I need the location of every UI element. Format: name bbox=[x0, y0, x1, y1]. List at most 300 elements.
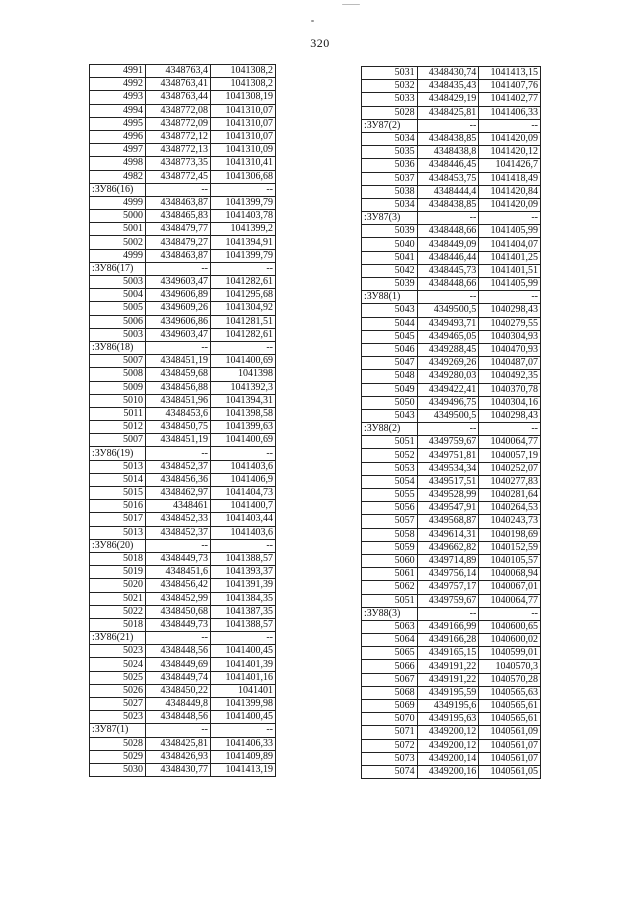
y-coordinate-cell: 1041398,58 bbox=[211, 407, 276, 420]
y-coordinate-cell: 1040064,77 bbox=[479, 436, 541, 449]
point-number-cell: 5001 bbox=[90, 223, 146, 236]
x-coordinate-cell: 4348426,93 bbox=[146, 750, 211, 763]
y-coordinate-cell: 1040600,02 bbox=[479, 634, 541, 647]
y-coordinate-cell: 1041403,78 bbox=[211, 210, 276, 223]
x-coordinate-cell: 4348772,13 bbox=[146, 144, 211, 157]
x-coordinate-cell: 4349496,75 bbox=[417, 396, 479, 409]
y-coordinate-cell: 1041310,07 bbox=[211, 130, 276, 143]
table-row bbox=[362, 264, 541, 277]
y-coordinate-cell: 1040600,65 bbox=[479, 620, 541, 633]
y-coordinate-cell: 1041308,2 bbox=[211, 78, 276, 91]
y-coordinate-cell: 1040264,53 bbox=[479, 502, 541, 515]
x-coordinate-cell: 4348449,73 bbox=[146, 552, 211, 565]
point-number-cell: 5046 bbox=[362, 343, 418, 356]
point-number-cell: 5027 bbox=[90, 698, 146, 711]
point-number-cell: 5000 bbox=[90, 210, 146, 223]
point-number-cell: 5036 bbox=[362, 159, 418, 172]
point-number-cell: 5071 bbox=[362, 726, 418, 739]
y-coordinate-cell: 1041399,98 bbox=[211, 698, 276, 711]
point-number-cell: :ЗУ87(1) bbox=[90, 724, 146, 737]
y-coordinate-cell: 1041398 bbox=[211, 368, 276, 381]
y-coordinate-cell: 1041405,99 bbox=[479, 225, 541, 238]
y-coordinate-cell: 1040565,61 bbox=[479, 700, 541, 713]
point-number-cell: 5060 bbox=[362, 554, 418, 567]
y-coordinate-cell: 1041387,35 bbox=[211, 605, 276, 618]
y-coordinate-cell: 1041308,19 bbox=[211, 91, 276, 104]
table-row bbox=[90, 249, 276, 262]
y-coordinate-cell: 1041306,68 bbox=[211, 170, 276, 183]
y-coordinate-cell: 1041402,77 bbox=[479, 93, 541, 106]
y-coordinate-cell: 1041413,19 bbox=[211, 763, 276, 776]
y-coordinate-cell: 1041409,89 bbox=[211, 750, 276, 763]
point-number-cell: 5007 bbox=[90, 434, 146, 447]
x-coordinate-cell: 4349603,47 bbox=[146, 276, 211, 289]
page-number: 320 bbox=[310, 36, 330, 50]
x-coordinate-cell: 4348451,96 bbox=[146, 394, 211, 407]
coordinates-table-right bbox=[361, 66, 541, 779]
y-coordinate-cell: 1041399,63 bbox=[211, 421, 276, 434]
point-number-cell: 5009 bbox=[90, 381, 146, 394]
y-coordinate-cell: -- bbox=[211, 262, 276, 275]
point-number-cell: 5010 bbox=[90, 394, 146, 407]
x-coordinate-cell: 4349195,59 bbox=[417, 686, 479, 699]
y-coordinate-cell: 1040067,01 bbox=[479, 581, 541, 594]
x-coordinate-cell: 4348452,99 bbox=[146, 592, 211, 605]
point-number-cell: 5003 bbox=[90, 276, 146, 289]
point-number-cell: 5041 bbox=[362, 251, 418, 264]
point-number-cell: 5047 bbox=[362, 357, 418, 370]
point-number-cell: :ЗУ87(3) bbox=[362, 212, 418, 225]
y-coordinate-cell: 1040304,16 bbox=[479, 396, 541, 409]
y-coordinate-cell: -- bbox=[211, 632, 276, 645]
y-coordinate-cell: 1041406,33 bbox=[211, 737, 276, 750]
x-coordinate-cell: 4349500,5 bbox=[417, 409, 479, 422]
y-coordinate-cell: 1040570,28 bbox=[479, 673, 541, 686]
table-row bbox=[362, 594, 541, 607]
y-coordinate-cell: 1040565,63 bbox=[479, 686, 541, 699]
point-number-cell: :ЗУ86(20) bbox=[90, 539, 146, 552]
x-coordinate-cell: 4348449,09 bbox=[417, 238, 479, 251]
table-row bbox=[362, 765, 541, 778]
point-number-cell: 5066 bbox=[362, 660, 418, 673]
y-coordinate-cell: -- bbox=[479, 423, 541, 436]
y-coordinate-cell: 1041308,2 bbox=[211, 65, 276, 78]
point-number-cell: 5028 bbox=[362, 106, 418, 119]
y-coordinate-cell: 1040561,05 bbox=[479, 765, 541, 778]
x-coordinate-cell: 4349165,15 bbox=[417, 647, 479, 660]
table-row bbox=[90, 276, 276, 289]
y-coordinate-cell: 1041401,16 bbox=[211, 671, 276, 684]
x-coordinate-cell: 4349288,45 bbox=[417, 343, 479, 356]
point-number-cell: 5038 bbox=[362, 185, 418, 198]
y-coordinate-cell: 1041282,61 bbox=[211, 276, 276, 289]
x-coordinate-cell: 4348456,88 bbox=[146, 381, 211, 394]
x-coordinate-cell: 4348450,22 bbox=[146, 684, 211, 697]
x-coordinate-cell: -- bbox=[417, 119, 479, 132]
x-coordinate-cell: 4349662,82 bbox=[417, 541, 479, 554]
x-coordinate-cell: -- bbox=[417, 291, 479, 304]
point-number-cell: 5019 bbox=[90, 566, 146, 579]
section-header-row bbox=[90, 341, 276, 354]
x-coordinate-cell: 4348772,08 bbox=[146, 104, 211, 117]
point-number-cell: 5072 bbox=[362, 739, 418, 752]
point-number-cell: 5053 bbox=[362, 462, 418, 475]
point-number-cell: 5068 bbox=[362, 686, 418, 699]
point-number-cell: 4999 bbox=[90, 196, 146, 209]
x-coordinate-cell: -- bbox=[146, 183, 211, 196]
point-number-cell: 5021 bbox=[90, 592, 146, 605]
y-coordinate-cell: 1040105,57 bbox=[479, 554, 541, 567]
y-coordinate-cell: 1041399,79 bbox=[211, 249, 276, 262]
table-row bbox=[362, 739, 541, 752]
x-coordinate-cell: 4348452,37 bbox=[146, 460, 211, 473]
table-row bbox=[90, 381, 276, 394]
x-coordinate-cell: -- bbox=[417, 607, 479, 620]
y-coordinate-cell: 1041394,91 bbox=[211, 236, 276, 249]
point-number-cell: 5023 bbox=[90, 711, 146, 724]
table-row bbox=[362, 159, 541, 172]
point-number-cell: 5017 bbox=[90, 513, 146, 526]
section-header-row bbox=[90, 539, 276, 552]
x-coordinate-cell: 4348763,41 bbox=[146, 78, 211, 91]
y-coordinate-cell: 1040298,43 bbox=[479, 409, 541, 422]
table-row bbox=[90, 328, 276, 341]
table-row bbox=[362, 673, 541, 686]
y-coordinate-cell: -- bbox=[479, 607, 541, 620]
point-number-cell: 5028 bbox=[90, 737, 146, 750]
y-coordinate-cell: 1040298,43 bbox=[479, 304, 541, 317]
table-row bbox=[362, 370, 541, 383]
x-coordinate-cell: 4349528,99 bbox=[417, 489, 479, 502]
table-row bbox=[90, 460, 276, 473]
table-row bbox=[90, 315, 276, 328]
table-row bbox=[90, 302, 276, 315]
y-coordinate-cell: 1040370,78 bbox=[479, 383, 541, 396]
point-number-cell: 4997 bbox=[90, 144, 146, 157]
y-coordinate-cell: 1041404,73 bbox=[211, 487, 276, 500]
table-row bbox=[90, 737, 276, 750]
table-row bbox=[362, 383, 541, 396]
x-coordinate-cell: 4349195,6 bbox=[417, 700, 479, 713]
point-number-cell: :ЗУ87(2) bbox=[362, 119, 418, 132]
table-row bbox=[90, 91, 276, 104]
table-row bbox=[362, 634, 541, 647]
table-row bbox=[362, 343, 541, 356]
point-number-cell: 5025 bbox=[90, 671, 146, 684]
point-number-cell: 5062 bbox=[362, 581, 418, 594]
y-coordinate-cell: 1040599,01 bbox=[479, 647, 541, 660]
point-number-cell: 5067 bbox=[362, 673, 418, 686]
y-coordinate-cell: 1040570,3 bbox=[479, 660, 541, 673]
x-coordinate-cell: 4348452,33 bbox=[146, 513, 211, 526]
point-number-cell: 5065 bbox=[362, 647, 418, 660]
table-row bbox=[90, 473, 276, 486]
table-row bbox=[90, 223, 276, 236]
y-coordinate-cell: 1041310,07 bbox=[211, 104, 276, 117]
point-number-cell: 5056 bbox=[362, 502, 418, 515]
table-row bbox=[90, 368, 276, 381]
y-coordinate-cell: -- bbox=[211, 447, 276, 460]
x-coordinate-cell: 4348449,8 bbox=[146, 698, 211, 711]
x-coordinate-cell: -- bbox=[417, 423, 479, 436]
point-number-cell: :ЗУ88(2) bbox=[362, 423, 418, 436]
table-row bbox=[362, 515, 541, 528]
y-coordinate-cell: 1041407,76 bbox=[479, 80, 541, 93]
table-row bbox=[362, 541, 541, 554]
y-coordinate-cell: 1040561,07 bbox=[479, 752, 541, 765]
point-number-cell: 5011 bbox=[90, 407, 146, 420]
table-row bbox=[90, 658, 276, 671]
table-row bbox=[362, 620, 541, 633]
point-number-cell: 4999 bbox=[90, 249, 146, 262]
x-coordinate-cell: 4349759,67 bbox=[417, 594, 479, 607]
y-coordinate-cell: -- bbox=[479, 212, 541, 225]
y-coordinate-cell: 1041401,25 bbox=[479, 251, 541, 264]
table-row bbox=[362, 396, 541, 409]
x-coordinate-cell: 4348463,87 bbox=[146, 249, 211, 262]
y-coordinate-cell: 1041310,09 bbox=[211, 144, 276, 157]
table-row bbox=[90, 196, 276, 209]
y-coordinate-cell: 1041406,33 bbox=[479, 106, 541, 119]
table-row bbox=[362, 449, 541, 462]
point-number-cell: 5055 bbox=[362, 489, 418, 502]
point-number-cell: 5004 bbox=[90, 289, 146, 302]
y-coordinate-cell: 1041394,31 bbox=[211, 394, 276, 407]
x-coordinate-cell: 4349606,89 bbox=[146, 289, 211, 302]
x-coordinate-cell: 4349757,17 bbox=[417, 581, 479, 594]
table-row bbox=[90, 711, 276, 724]
point-number-cell: 5043 bbox=[362, 304, 418, 317]
point-number-cell: 5039 bbox=[362, 278, 418, 291]
x-coordinate-cell: 4348773,35 bbox=[146, 157, 211, 170]
y-coordinate-cell: 1041400,69 bbox=[211, 434, 276, 447]
x-coordinate-cell: 4348451,19 bbox=[146, 355, 211, 368]
x-coordinate-cell: 4348451,19 bbox=[146, 434, 211, 447]
x-coordinate-cell: 4348448,56 bbox=[146, 711, 211, 724]
y-coordinate-cell: 1041403,44 bbox=[211, 513, 276, 526]
section-header-row bbox=[90, 183, 276, 196]
y-coordinate-cell: 1041420,09 bbox=[479, 198, 541, 211]
y-coordinate-cell: 1041426,7 bbox=[479, 159, 541, 172]
table-row bbox=[90, 750, 276, 763]
y-coordinate-cell: 1041406,9 bbox=[211, 473, 276, 486]
point-number-cell: 5059 bbox=[362, 541, 418, 554]
y-coordinate-cell: 1041295,68 bbox=[211, 289, 276, 302]
point-number-cell: 5057 bbox=[362, 515, 418, 528]
point-number-cell: 4992 bbox=[90, 78, 146, 91]
table-row bbox=[362, 475, 541, 488]
point-number-cell: 5003 bbox=[90, 328, 146, 341]
table-row bbox=[90, 487, 276, 500]
table-row bbox=[362, 528, 541, 541]
table-row bbox=[362, 409, 541, 422]
x-coordinate-cell: 4349166,99 bbox=[417, 620, 479, 633]
y-coordinate-cell: 1041420,84 bbox=[479, 185, 541, 198]
table-row bbox=[362, 172, 541, 185]
y-coordinate-cell: 1041400,7 bbox=[211, 500, 276, 513]
x-coordinate-cell: 4348463,87 bbox=[146, 196, 211, 209]
y-coordinate-cell: 1041400,45 bbox=[211, 711, 276, 724]
y-coordinate-cell: 1041384,35 bbox=[211, 592, 276, 605]
x-coordinate-cell: 4349751,81 bbox=[417, 449, 479, 462]
point-number-cell: 5015 bbox=[90, 487, 146, 500]
x-coordinate-cell: 4348453,75 bbox=[417, 172, 479, 185]
y-coordinate-cell: 1040198,69 bbox=[479, 528, 541, 541]
table-row bbox=[90, 355, 276, 368]
point-number-cell: 5042 bbox=[362, 264, 418, 277]
x-coordinate-cell: 4349714,89 bbox=[417, 554, 479, 567]
table-row bbox=[90, 500, 276, 513]
y-coordinate-cell: 1041403,6 bbox=[211, 526, 276, 539]
x-coordinate-cell: 4348461 bbox=[146, 500, 211, 513]
section-header-row bbox=[362, 212, 541, 225]
point-number-cell: 5040 bbox=[362, 238, 418, 251]
table-row bbox=[362, 238, 541, 251]
point-number-cell: 5051 bbox=[362, 594, 418, 607]
y-coordinate-cell: 1041310,41 bbox=[211, 157, 276, 170]
table-row bbox=[362, 581, 541, 594]
table-row bbox=[90, 130, 276, 143]
x-coordinate-cell: 4349465,05 bbox=[417, 330, 479, 343]
table-row bbox=[90, 434, 276, 447]
table-row bbox=[362, 713, 541, 726]
table-row bbox=[362, 185, 541, 198]
table-row bbox=[362, 106, 541, 119]
point-number-cell: 5018 bbox=[90, 552, 146, 565]
point-number-cell: 5016 bbox=[90, 500, 146, 513]
point-number-cell: 5043 bbox=[362, 409, 418, 422]
y-coordinate-cell: 1041401,39 bbox=[211, 658, 276, 671]
y-coordinate-cell: 1041282,61 bbox=[211, 328, 276, 341]
point-number-cell: :ЗУ88(1) bbox=[362, 291, 418, 304]
point-number-cell: 5064 bbox=[362, 634, 418, 647]
x-coordinate-cell: 4348763,44 bbox=[146, 91, 211, 104]
point-number-cell: 5022 bbox=[90, 605, 146, 618]
x-coordinate-cell: 4348772,09 bbox=[146, 117, 211, 130]
table-row bbox=[362, 436, 541, 449]
table-row bbox=[90, 104, 276, 117]
scan-speck bbox=[311, 20, 314, 22]
y-coordinate-cell: 1041310,07 bbox=[211, 117, 276, 130]
x-coordinate-cell: 4349517,51 bbox=[417, 475, 479, 488]
y-coordinate-cell: 1040068,94 bbox=[479, 568, 541, 581]
point-number-cell: 5012 bbox=[90, 421, 146, 434]
x-coordinate-cell: 4349200,12 bbox=[417, 726, 479, 739]
point-number-cell: :ЗУ86(19) bbox=[90, 447, 146, 460]
table-row bbox=[362, 752, 541, 765]
point-number-cell: 5020 bbox=[90, 579, 146, 592]
point-number-cell: 4991 bbox=[90, 65, 146, 78]
table-row bbox=[90, 592, 276, 605]
point-number-cell: 5007 bbox=[90, 355, 146, 368]
x-coordinate-cell: 4349603,47 bbox=[146, 328, 211, 341]
section-header-row bbox=[362, 423, 541, 436]
y-coordinate-cell: 1040470,93 bbox=[479, 343, 541, 356]
table-row bbox=[90, 566, 276, 579]
point-number-cell: 5002 bbox=[90, 236, 146, 249]
y-coordinate-cell: 1041399,2 bbox=[211, 223, 276, 236]
x-coordinate-cell: -- bbox=[146, 724, 211, 737]
x-coordinate-cell: -- bbox=[146, 539, 211, 552]
point-number-cell: 5034 bbox=[362, 132, 418, 145]
table-row bbox=[90, 117, 276, 130]
table-row bbox=[90, 684, 276, 697]
table-row bbox=[362, 462, 541, 475]
x-coordinate-cell: 4349568,87 bbox=[417, 515, 479, 528]
y-coordinate-cell: 1040281,64 bbox=[479, 489, 541, 502]
x-coordinate-cell: 4348453,6 bbox=[146, 407, 211, 420]
x-coordinate-cell: 4349191,22 bbox=[417, 673, 479, 686]
x-coordinate-cell: 4349191,22 bbox=[417, 660, 479, 673]
point-number-cell: 5050 bbox=[362, 396, 418, 409]
table-row bbox=[90, 579, 276, 592]
x-coordinate-cell: 4348450,75 bbox=[146, 421, 211, 434]
x-coordinate-cell: 4348425,81 bbox=[146, 737, 211, 750]
point-number-cell: 5073 bbox=[362, 752, 418, 765]
y-coordinate-cell: 1040152,59 bbox=[479, 541, 541, 554]
table-row bbox=[362, 568, 541, 581]
table-row bbox=[362, 686, 541, 699]
x-coordinate-cell: -- bbox=[146, 447, 211, 460]
section-header-row bbox=[362, 291, 541, 304]
x-coordinate-cell: 4348425,81 bbox=[417, 106, 479, 119]
point-number-cell: 5030 bbox=[90, 763, 146, 776]
x-coordinate-cell: 4348452,37 bbox=[146, 526, 211, 539]
section-header-row bbox=[90, 262, 276, 275]
x-coordinate-cell: -- bbox=[146, 341, 211, 354]
point-number-cell: 5061 bbox=[362, 568, 418, 581]
x-coordinate-cell: 4348430,77 bbox=[146, 763, 211, 776]
x-coordinate-cell: 4348430,74 bbox=[417, 67, 479, 80]
table-row bbox=[90, 210, 276, 223]
point-number-cell: 5029 bbox=[90, 750, 146, 763]
x-coordinate-cell: 4348763,4 bbox=[146, 65, 211, 78]
y-coordinate-cell: 1041418,49 bbox=[479, 172, 541, 185]
table-row bbox=[362, 146, 541, 159]
point-number-cell: 5026 bbox=[90, 684, 146, 697]
table-row bbox=[90, 763, 276, 776]
table-row bbox=[362, 726, 541, 739]
x-coordinate-cell: 4348435,43 bbox=[417, 80, 479, 93]
point-number-cell: 5070 bbox=[362, 713, 418, 726]
point-number-cell: 5074 bbox=[362, 765, 418, 778]
point-number-cell: 4982 bbox=[90, 170, 146, 183]
point-number-cell: 5018 bbox=[90, 618, 146, 631]
table-row bbox=[362, 330, 541, 343]
point-number-cell: 5005 bbox=[90, 302, 146, 315]
table-row bbox=[90, 236, 276, 249]
point-number-cell: :ЗУ86(16) bbox=[90, 183, 146, 196]
point-number-cell: 5048 bbox=[362, 370, 418, 383]
point-number-cell: 5034 bbox=[362, 198, 418, 211]
x-coordinate-cell: 4348462,97 bbox=[146, 487, 211, 500]
point-number-cell: 4998 bbox=[90, 157, 146, 170]
table-row bbox=[90, 289, 276, 302]
table-row bbox=[90, 65, 276, 78]
x-coordinate-cell: 4348449,73 bbox=[146, 618, 211, 631]
point-number-cell: 5014 bbox=[90, 473, 146, 486]
table-row bbox=[362, 660, 541, 673]
x-coordinate-cell: 4348448,66 bbox=[417, 225, 479, 238]
x-coordinate-cell: 4348445,73 bbox=[417, 264, 479, 277]
point-number-cell: 5033 bbox=[362, 93, 418, 106]
y-coordinate-cell: -- bbox=[211, 183, 276, 196]
x-coordinate-cell: 4349756,14 bbox=[417, 568, 479, 581]
table-row bbox=[362, 225, 541, 238]
table-row bbox=[362, 357, 541, 370]
table-row bbox=[362, 317, 541, 330]
x-coordinate-cell: 4349500,5 bbox=[417, 304, 479, 317]
